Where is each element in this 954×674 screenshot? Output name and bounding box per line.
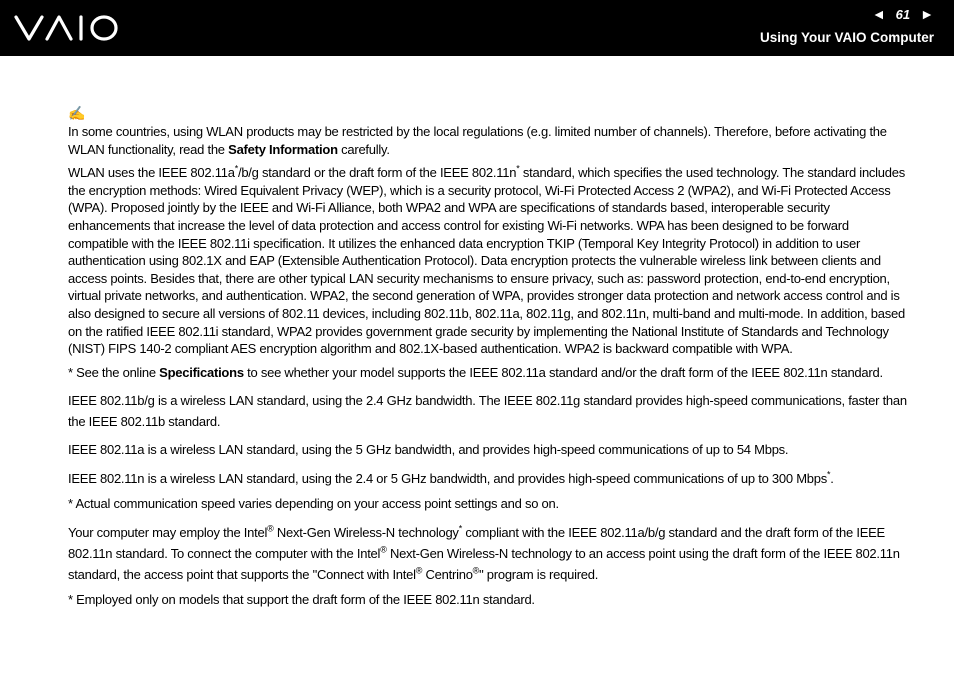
paragraph-80211n: IEEE 802.11n is a wireless LAN standard, using the 2.4 or 5 GHz bandwidth, and provides high-speed communications of up to 300 Mbps*. [68,469,834,486]
footnote-models: * Employed only on models that support the draft form of the IEEE 802.11n standard. [68,591,535,607]
next-page-arrow-icon[interactable]: ► [920,6,934,22]
paragraph-80211bg: IEEE 802.11b/g is a wireless LAN standard, using the 2.4 GHz bandwidth. The IEEE 802.11g standard provides high-speed communications, faster than the IEEE 802.11b standard. [68,393,907,430]
safety-information-link-text: Safety Information [228,141,338,157]
note-pencil-icon: ✍ [68,105,86,121]
page-content [68,103,912,608]
note-paragraph: In some countries, using WLAN products may be restricted by the local regulations (e.g. limited number of channels). Therefore, before activating the WLAN functionality, read the Safety Information carefully. [68,124,887,157]
vaio-logo [14,13,120,48]
wlan-paragraph: WLAN uses the IEEE 802.11a*/b/g standard or the draft form of the IEEE 802.11n* standard, which specifies the used technology. The standard includes the encryption methods: Wired Equivalent Privacy (WEP), which is a security protocol, Wi-Fi Protected Access 2 (WPA2), and Wi-Fi Protected Access (WPA). Proposed jointly by the IEEE and Wi-Fi Alliance, both WPA2 and WPA are specifications of standards based, interoperable security enhancements that increase the level of data protection and access control for existing Wi-Fi networks. WPA has been designed to be forward compatible with the IEEE 802.11i specification. It utilizes the enhanced data encryption TKIP (Temporal Key Integrity Protocol) in addition to user authentication using 802.1X and EAP (Extensible Authentication Protocol). Data encryption protects the vulnerable wireless link between clients and access points. Besides that, there are other typical LAN security mechanisms to ensure privacy, such as: password protection, end-to-end encryption, virtual private networks, and authentication. WPA2, the second generation of WPA, provides stronger data protection and network access control and is also designed to secure all versions of 802.11 devices, including 802.11b, 802.11a, 802.11g, and 802.11n, multi-band and multi-mode. In addition, based on the ratified IEEE 802.11i standard, WPA2 provides government grade security by implementing the National Institute of Standards and Technology (NIST) FIPS 140-2 compliant AES encryption algorithm and 802.1X-based authentication. WPA2 is backward compatible with WPA. [68,163,905,357]
paragraph-80211a: IEEE 802.11a is a wireless LAN standard, using the 5 GHz bandwidth, and provides high-speed communications of up to 54 Mbps. [68,442,789,458]
page-header [0,0,954,56]
page-number: 61 [895,6,911,22]
vaio-logo-mark [14,13,120,43]
previous-page-arrow-icon[interactable]: ◄ [871,6,886,22]
section-title: Using Your VAIO Computer [759,30,934,45]
paragraph-intel: Your computer may employ the Intel® Next-Gen Wireless-N technology* compliant with the IEEE 802.11a/b/g standard and the draft form of the IEEE 802.11n standard. To connect the computer with the Intel® Next-Gen Wireless-N technology to an access point using the draft form of the IEEE 802.11n standard, the access point that supports the "Connect with Intel® Centrino®" program is required. [68,523,900,582]
page-navigation [872,6,934,22]
footnote-speed: * Actual communication speed varies depending on your access point settings and so on. [68,495,559,511]
footnote-specifications: * See the online Specifications to see whether your model supports the IEEE 802.11a standard and/or the draft form of the IEEE 802.11n standard. [68,364,883,380]
